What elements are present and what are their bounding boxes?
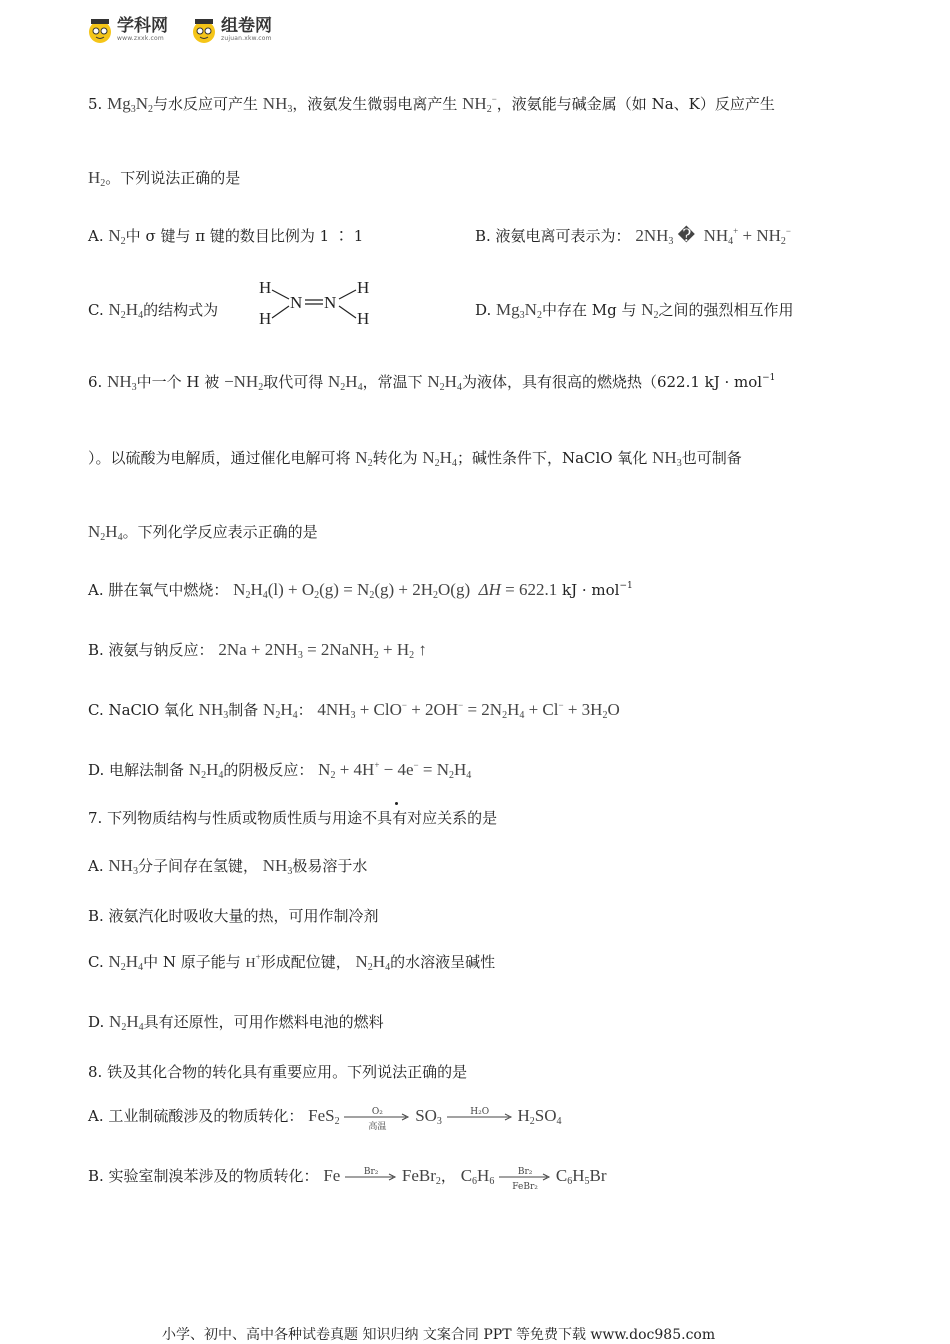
svg-text:H: H	[259, 309, 272, 328]
hydrazine-structure	[256, 276, 376, 328]
q8-option-a: A. 工业制硫酸涉及的物质转化： FeS$_2$ O₂ 高温 $SO_3$ H₂O $H_2SO_4$	[88, 1106, 562, 1132]
reaction-arrow: H₂O	[447, 1108, 513, 1126]
reaction-arrow: O₂ 高温	[344, 1108, 410, 1126]
logo-zujuan-name: 组卷网	[221, 16, 272, 36]
q7-option-d: D. $N_2H_4$具有还原性，可用作燃料电池的燃料	[88, 1012, 384, 1033]
q6-option-d: D. 电解法制备 $N_2H_4$的阴极反应： $N_2 + 4H^+ - 4e^- = N_2H_4$	[88, 760, 472, 781]
q6-stem-line3: $N_2H_4$。下列化学反应表示正确的是	[88, 522, 318, 543]
q5-stem-line1: 5. $Mg_3N_2$与水反应可产生 $NH_3$，液氨发生微弱电离产生 $NH_2^-$，液氨能与碱金属（如 Na、K）反应产生	[88, 94, 775, 115]
svg-text:H: H	[259, 278, 272, 297]
q7-option-a: A. $NH_3$分子间存在氢键， $NH_3$极易溶于水	[88, 856, 368, 877]
q6-option-b: B. 液氨与钠反应： $2Na + 2NH_3$ = 2NaNH$_2$ + $H_2$ ↑	[88, 640, 427, 661]
logo-zujuan-url: zujuan.xkw.com	[221, 35, 272, 42]
q5-option-d: D. $Mg_3N_2$中存在 Mg 与 $N_2$之间的强烈相互作用	[475, 300, 794, 321]
q5-option-a: A. $N_2$中 σ 键与 π 键的数目比例为 1 ∶ 1	[88, 226, 364, 247]
q5-option-c: C. $N_2H_4$的结构式为	[88, 300, 219, 321]
svg-text:H: H	[357, 278, 370, 297]
q7-stem: 7. 下列物质结构与性质或物质性质与用途不具有对应关系的是	[88, 809, 498, 827]
logo-zujuan	[190, 16, 272, 44]
svg-text:H: H	[357, 309, 370, 328]
footer-ad: 小学、初中、高中各种试卷真题 知识归纳 文案合同 PPT 等免费下载 www.doc985.com	[162, 1327, 716, 1343]
q6-stem-line2: ）。以硫酸为电解质，通过催化电解可将 $N_2$转化为 $N_2H_4$；碱性条件下，NaClO 氧化 $NH_3$也可制备	[88, 448, 742, 469]
emphasis-dot	[395, 802, 398, 805]
logo-zxxk-url: www.zxxk.com	[117, 35, 164, 42]
svg-text:N: N	[324, 293, 337, 312]
q5-stem-line2: $H_2$。下列说法正确的是	[88, 168, 241, 189]
mascot-icon	[86, 16, 114, 44]
q6-stem-line1: 6. $NH_3$中一个 H 被 $-NH_2$取代可得 $N_2H_4$，常温下 $N_2H_4$为液体，具有很高的燃烧热（622.1 kJ · mol$^{-1}$	[88, 372, 776, 393]
logo-zxxk	[86, 16, 168, 44]
q7-option-b: B. 液氨汽化时吸收大量的热，可用作制冷剂	[88, 907, 379, 925]
q5-option-b: B. 液氨电离可表示为： $2NH_3$ � $NH_4^+ + NH_2^-$	[475, 226, 791, 247]
reaction-arrow: Br₂	[345, 1168, 397, 1186]
mascot-icon	[190, 16, 218, 44]
q8-stem: 8. 铁及其化合物的转化具有重要应用。下列说法正确的是	[88, 1063, 468, 1081]
q8-option-b: B. 实验室制溴苯涉及的物质转化： Fe Br₂ FeBr$_2$， $C_6H_6$ Br₂ FeBr₂ $C_6H_5Br$	[88, 1166, 607, 1192]
logo-zxxk-name: 学科网	[117, 16, 168, 36]
q7-option-c: C. $N_2H_4$中 N 原子能与 H+形成配位键， $N_2H_4$的水溶液呈碱性	[88, 952, 496, 973]
q6-option-a: A. 肼在氧气中燃烧： $N_2H_4(l) + O_2(g) = N_2(g) + 2H_2O(g) \Delta H = 622.1$ kJ · mol$^{-1}$	[88, 580, 633, 601]
reaction-arrow: Br₂ FeBr₂	[499, 1168, 551, 1186]
q6-option-c: C. NaClO 氧化 $NH_3$制备 $N_2H_4$： $4NH_3 + ClO^- + 2OH^- = 2N_2H_4 + Cl^- + 3H_2O$	[88, 700, 620, 721]
svg-text:N: N	[290, 293, 303, 312]
